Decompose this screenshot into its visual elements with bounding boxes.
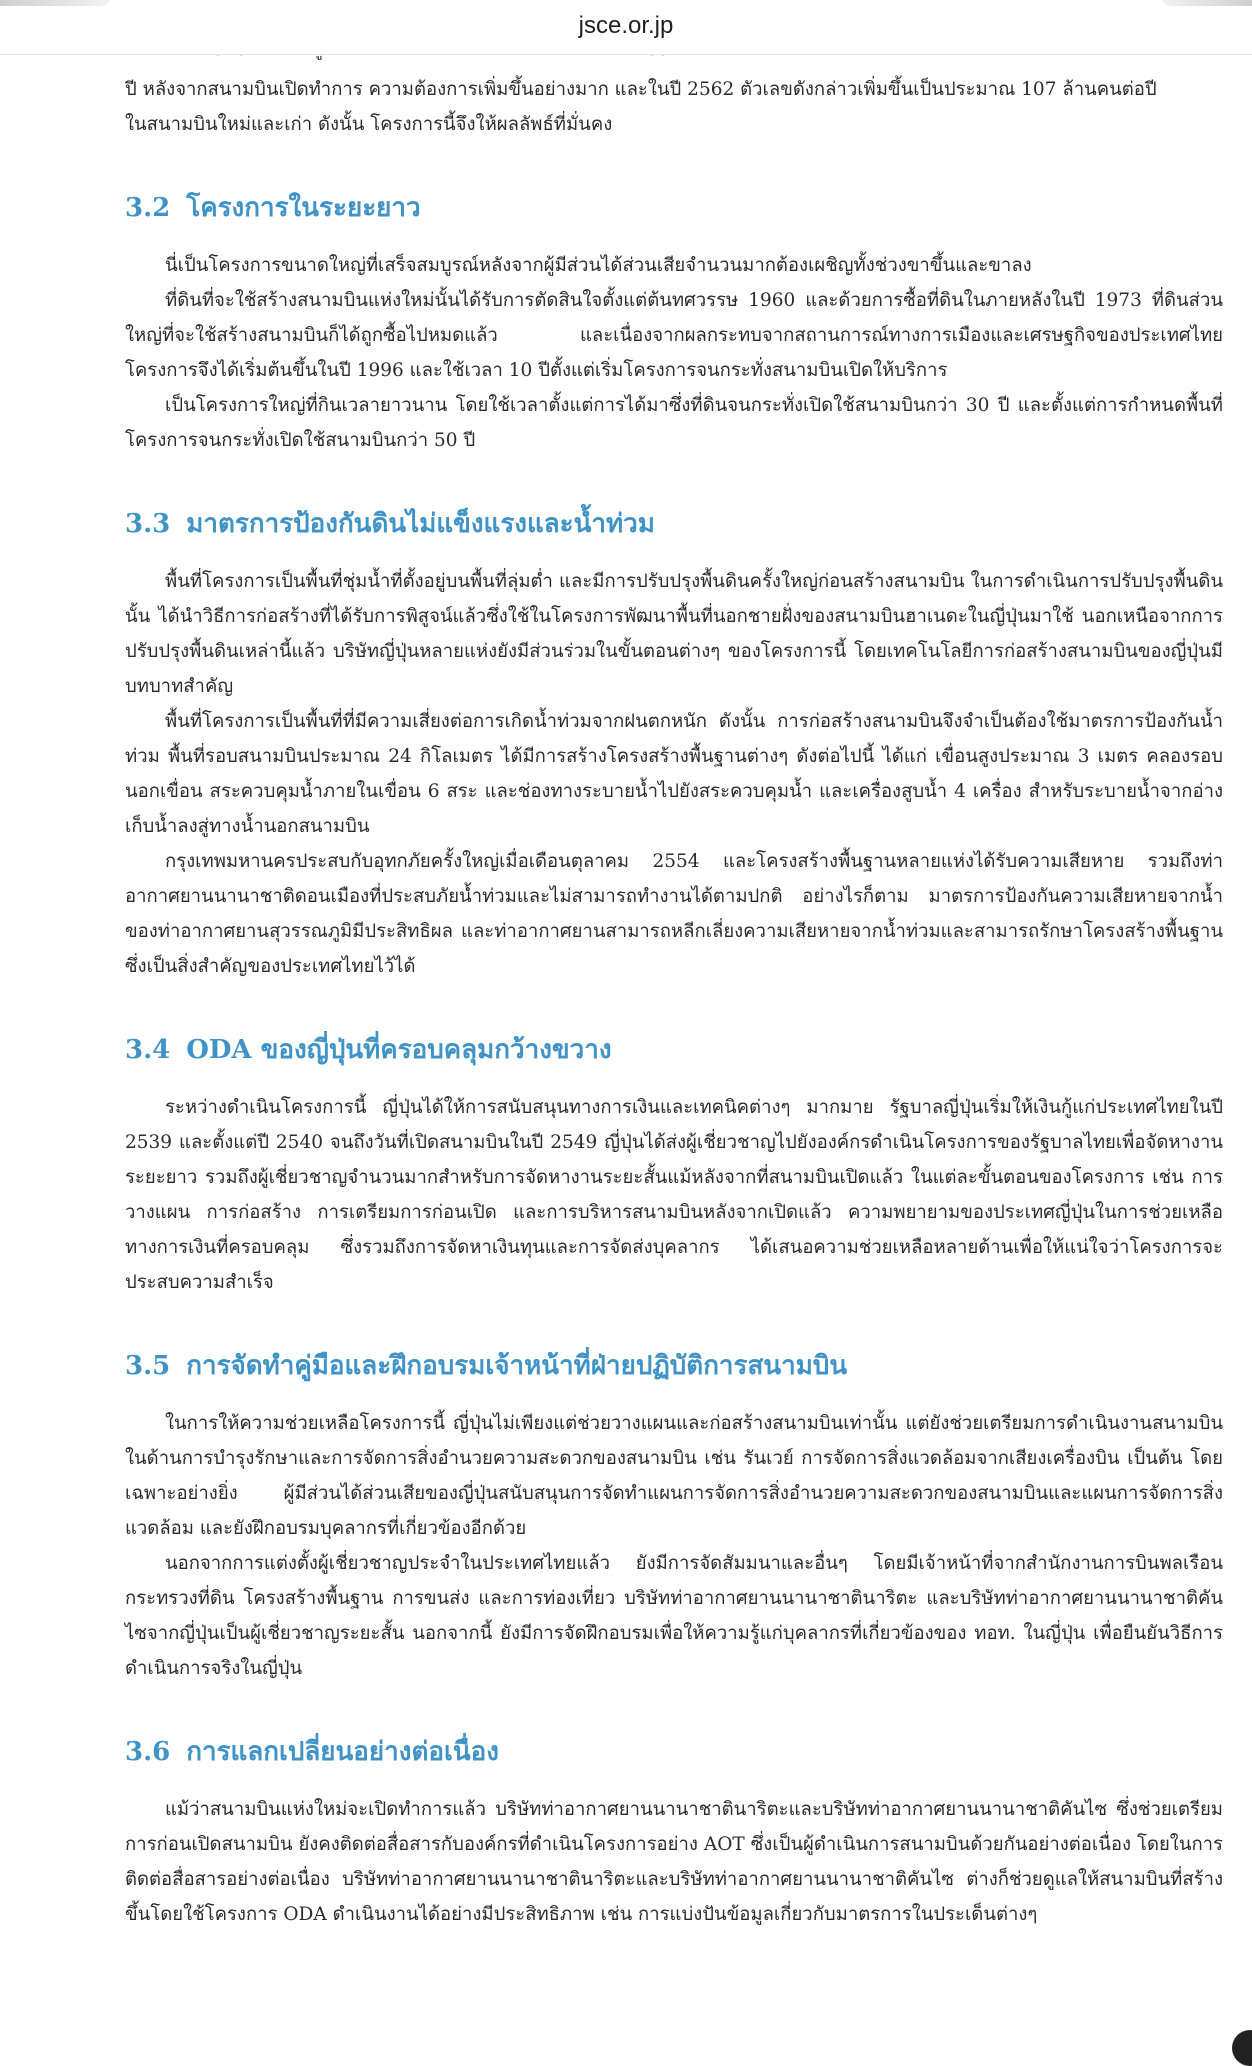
section-title: การจัดทำคู่มือและฝึกอบรมเจ้าหน้าที่ฝ่ายปฏิบัติการสนามบิน bbox=[186, 1351, 848, 1381]
url-label[interactable]: jsce.or.jp bbox=[578, 12, 674, 39]
section-heading bbox=[125, 1734, 1223, 1770]
section-heading bbox=[125, 1348, 1223, 1384]
status-bar-left-edge bbox=[0, 0, 110, 6]
intro-line-1: ปี หลังจากสนามบินเปิดทำการ ความต้องการเพิ่มขึ้นอย่างมาก และในปี 2562 ตัวเลขดังกล่าวเพิ่มขึ้นเป็นประมาณ 107 ล้านคนต่อปี bbox=[125, 79, 1157, 100]
paragraph: ที่ดินที่จะใช้สร้างสนามบินแห่งใหม่นั้นได้รับการตัดสินใจตั้งแต่ต้นทศวรรษ 1960 และด้วยการซื้อที่ดินในภายหลังในปี 1973 ที่ดินส่วนใหญ่ที่จะใช้สร้างสนามบินก็ได้ถูกซื้อไปหมดแล้ว และเนื่องจากผลกระทบจากสถานการณ์ทางการเมืองและเศรษฐกิจของประเทศไทย โครงการจึงได้เริ่มต้นขึ้นในปี 1996 และใช้เวลา 10 ปีตั้งแต่เริ่มโครงการจนกระทั่งสนามบินเปิดให้บริการ bbox=[125, 290, 1223, 381]
section-title: ODA ของญี่ปุ่นที่ครอบคลุมกว้างขวาง bbox=[186, 1035, 612, 1065]
section-number: 3.6 bbox=[125, 1737, 171, 1767]
article-content bbox=[125, 40, 1223, 1932]
paragraph: ระหว่างดำเนินโครงการนี้ ญี่ปุ่นได้ให้การสนับสนุนทางการเงินและเทคนิคต่างๆ มากมาย รัฐบาลญี่ปุ่นเริ่มให้เงินกู้แก่ประเทศไทยในปี 2539 และตั้งแต่ปี 2540 จนถึงวันที่เปิดสนามบินในปี 2549 ญี่ปุ่นได้ส่งผู้เชี่ยวชาญไปยังองค์กรดำเนินโครงการของรัฐบาลไทยเพื่อจัดหางานระยะยาว รวมถึงผู้เชี่ยวชาญจำนวนมากสำหรับการจัดหางานระยะสั้นแม้หลังจากที่สนามบินเปิดแล้ว ในแต่ละขั้นตอนของโครงการ เช่น การวางแผน การก่อสร้าง การเตรียมการก่อนเปิด และการบริหารสนามบินหลังจากเปิดแล้ว ความพยายามของประเทศญี่ปุ่นในการช่วยเหลือทางการเงินที่ครอบคลุม ซึ่งรวมถึงการจัดหาเงินทุนและการจัดส่งบุคลากร ได้เสนอความช่วยเหลือหลายด้านเพื่อให้แน่ใจว่าโครงการจะประสบความสำเร็จ bbox=[125, 1097, 1223, 1293]
section-number: 3.2 bbox=[125, 193, 171, 223]
browser-address-bar[interactable] bbox=[0, 0, 1252, 55]
paragraph: แม้ว่าสนามบินแห่งใหม่จะเปิดทำการแล้ว บริษัทท่าอากาศยานนานาชาตินาริตะและบริษัทท่าอากาศยานนานาชาติคันไซ ซึ่งช่วยเตรียมการก่อนเปิดสนามบิน ยังคงติดต่อสื่อสารกับองค์กรที่ดำเนินโครงการอย่าง AOT ซึ่งเป็นผู้ดำเนินการสนามบินด้วยกันอย่างต่อเนื่อง โดยในการติดต่อสื่อสารอย่างต่อเนื่อง บริษัทท่าอากาศยานนานาชาตินาริตะและบริษัทท่าอากาศยานนานาชาติคันไซ ต่างก็ช่วยดูแลให้สนามบินที่สร้างขึ้นโดยใช้โครงการ ODA ดำเนินงานได้อย่างมีประสิทธิภาพ เช่น การแบ่งปันข้อมูลเกี่ยวกับมาตรการในประเด็นต่างๆ bbox=[125, 1799, 1223, 1925]
section-heading bbox=[125, 506, 1223, 542]
paragraph: นอกจากการแต่งตั้งผู้เชี่ยวชาญประจำในประเทศไทยแล้ว ยังมีการจัดสัมมนาและอื่นๆ โดยมีเจ้าหน้าที่จากสำนักงานการบินพลเรือน กระทรวงที่ดิน โครงสร้างพื้นฐาน การขนส่ง และการท่องเที่ยว บริษัทท่าอากาศยานนานาชาตินาริตะ และบริษัทท่าอากาศยานนานาชาติคันไซจากญี่ปุ่นเป็นผู้เชี่ยวชาญระยะสั้น นอกจากนี้ ยังมีการจัดฝึกอบรมเพื่อให้ความรู้แก่บุคลากรที่เกี่ยวข้องของ ทอท. ในญี่ปุ่น เพื่อยืนยันวิธีการดำเนินการจริงในญี่ปุ่น bbox=[125, 1553, 1223, 1679]
section-number: 3.5 bbox=[125, 1351, 171, 1381]
section-3-2 bbox=[125, 190, 1223, 458]
status-bar-right-edge bbox=[1162, 0, 1252, 6]
section-title: โครงการในระยะยาว bbox=[186, 193, 421, 223]
paragraph: พื้นที่โครงการเป็นพื้นที่ที่มีความเสี่ยงต่อการเกิดน้ำท่วมจากฝนตกหนัก ดังนั้น การก่อสร้างสนามบินจึงจำเป็นต้องใช้มาตรการป้องกันน้ำท่วม พื้นที่รอบสนามบินประมาณ 24 กิโลเมตร ได้มีการสร้างโครงสร้างพื้นฐานต่างๆ ดังต่อไปนี้ ได้แก่ เขื่อนสูงประมาณ 3 เมตร คลองรอบนอกเขื่อน สระควบคุมน้ำภายในเขื่อน 6 สระ และช่องทางระบายน้ำไปยังสระควบคุมน้ำ และเครื่องสูบน้ำ 4 เครื่อง สำหรับระบายน้ำจากอ่างเก็บน้ำลงสู่ทางน้ำนอกสนามบิน bbox=[125, 711, 1223, 837]
floating-action-button[interactable] bbox=[1232, 2030, 1252, 2066]
paragraph: พื้นที่โครงการเป็นพื้นที่ชุ่มน้ำที่ตั้งอยู่บนพื้นที่ลุ่มต่ำ และมีการปรับปรุงพื้นดินครั้งใหญ่ก่อนสร้างสนามบิน ในการดำเนินการปรับปรุงพื้นดินนั้น ได้นำวิธีการก่อสร้างที่ได้รับการพิสูจน์แล้วซึ่งใช้ในโครงการพัฒนาพื้นที่นอกชายฝั่งของสนามบินฮาเนดะในญี่ปุ่นมาใช้ นอกเหนือจากการปรับปรุงพื้นดินเหล่านี้แล้ว บริษัทญี่ปุ่นหลายแห่งยังมีส่วนร่วมในขั้นตอนต่างๆ ของโครงการนี้ โดยเทคโนโลยีการก่อสร้างสนามบินของญี่ปุ่นมีบทบาทสำคัญ bbox=[125, 571, 1223, 697]
section-title: การแลกเปลี่ยนอย่างต่อเนื่อง bbox=[186, 1737, 499, 1767]
paragraph: ในการให้ความช่วยเหลือโครงการนี้ ญี่ปุ่นไม่เพียงแต่ช่วยวางแผนและก่อสร้างสนามบินเท่านั้น แต่ยังช่วยเตรียมการดำเนินงานสนามบินในด้านการบำรุงรักษาและการจัดการสิ่งอำนวยความสะดวกของสนามบิน เช่น รันเวย์ การจัดการสิ่งแวดล้อมจากเสียงเครื่องบิน เป็นต้น โดยเฉพาะอย่างยิ่ง ผู้มีส่วนได้ส่วนเสียของญี่ปุ่นสนับสนุนการจัดทำแผนการจัดการสิ่งอำนวยความสะดวกของสนามบินและแผนการจัดการสิ่งแวดล้อม และยังฝึกอบรมบุคลากรที่เกี่ยวข้องอีกด้วย bbox=[125, 1413, 1223, 1539]
paragraph: กรุงเทพมหานครประสบกับอุทกภัยครั้งใหญ่เมื่อเดือนตุลาคม 2554 และโครงสร้างพื้นฐานหลายแห่งได้รับความเสียหาย รวมถึงท่าอากาศยานนานาชาติดอนเมืองที่ประสบภัยน้ำท่วมและไม่สามารถทำงานได้ตามปกติ อย่างไรก็ตาม มาตรการป้องกันความเสียหายจากน้ำของท่าอากาศยานสุวรรณภูมิมีประสิทธิผล และท่าอากาศยานสามารถหลีกเลี่ยงความเสียหายจากน้ำท่วมและสามารถรักษาโครงสร้างพื้นฐานซึ่งเป็นสิ่งสำคัญของประเทศไทยไว้ได้ bbox=[125, 851, 1223, 977]
section-heading bbox=[125, 190, 1223, 226]
intro-line-2: ในสนามบินใหม่และเก่า ดังนั้น โครงการนี้จึงให้ผลลัพธ์ที่มั่นคง bbox=[125, 114, 613, 135]
section-number: 3.3 bbox=[125, 509, 171, 539]
section-number: 3.4 bbox=[125, 1035, 171, 1065]
section-3-6 bbox=[125, 1734, 1223, 1932]
intro-block bbox=[125, 72, 1223, 142]
paragraph: เป็นโครงการใหญ่ที่กินเวลายาวนาน โดยใช้เวลาตั้งแต่การได้มาซึ่งที่ดินจนกระทั่งเปิดใช้สนามบินกว่า 30 ปี และตั้งแต่การกำหนดพื้นที่โครงการจนกระทั่งเปิดใช้สนามบินกว่า 50 ปี bbox=[125, 395, 1223, 451]
section-3-4 bbox=[125, 1032, 1223, 1300]
section-3-5 bbox=[125, 1348, 1223, 1686]
paragraph: นี่เป็นโครงการขนาดใหญ่ที่เสร็จสมบูรณ์หลังจากผู้มีส่วนได้ส่วนเสียจำนวนมากต้องเผชิญทั้งช่วงขาขึ้นและขาลง bbox=[165, 255, 1032, 276]
section-3-3 bbox=[125, 506, 1223, 984]
section-title: มาตรการป้องกันดินไม่แข็งแรงและน้ำท่วม bbox=[186, 509, 655, 539]
section-heading bbox=[125, 1032, 1223, 1068]
